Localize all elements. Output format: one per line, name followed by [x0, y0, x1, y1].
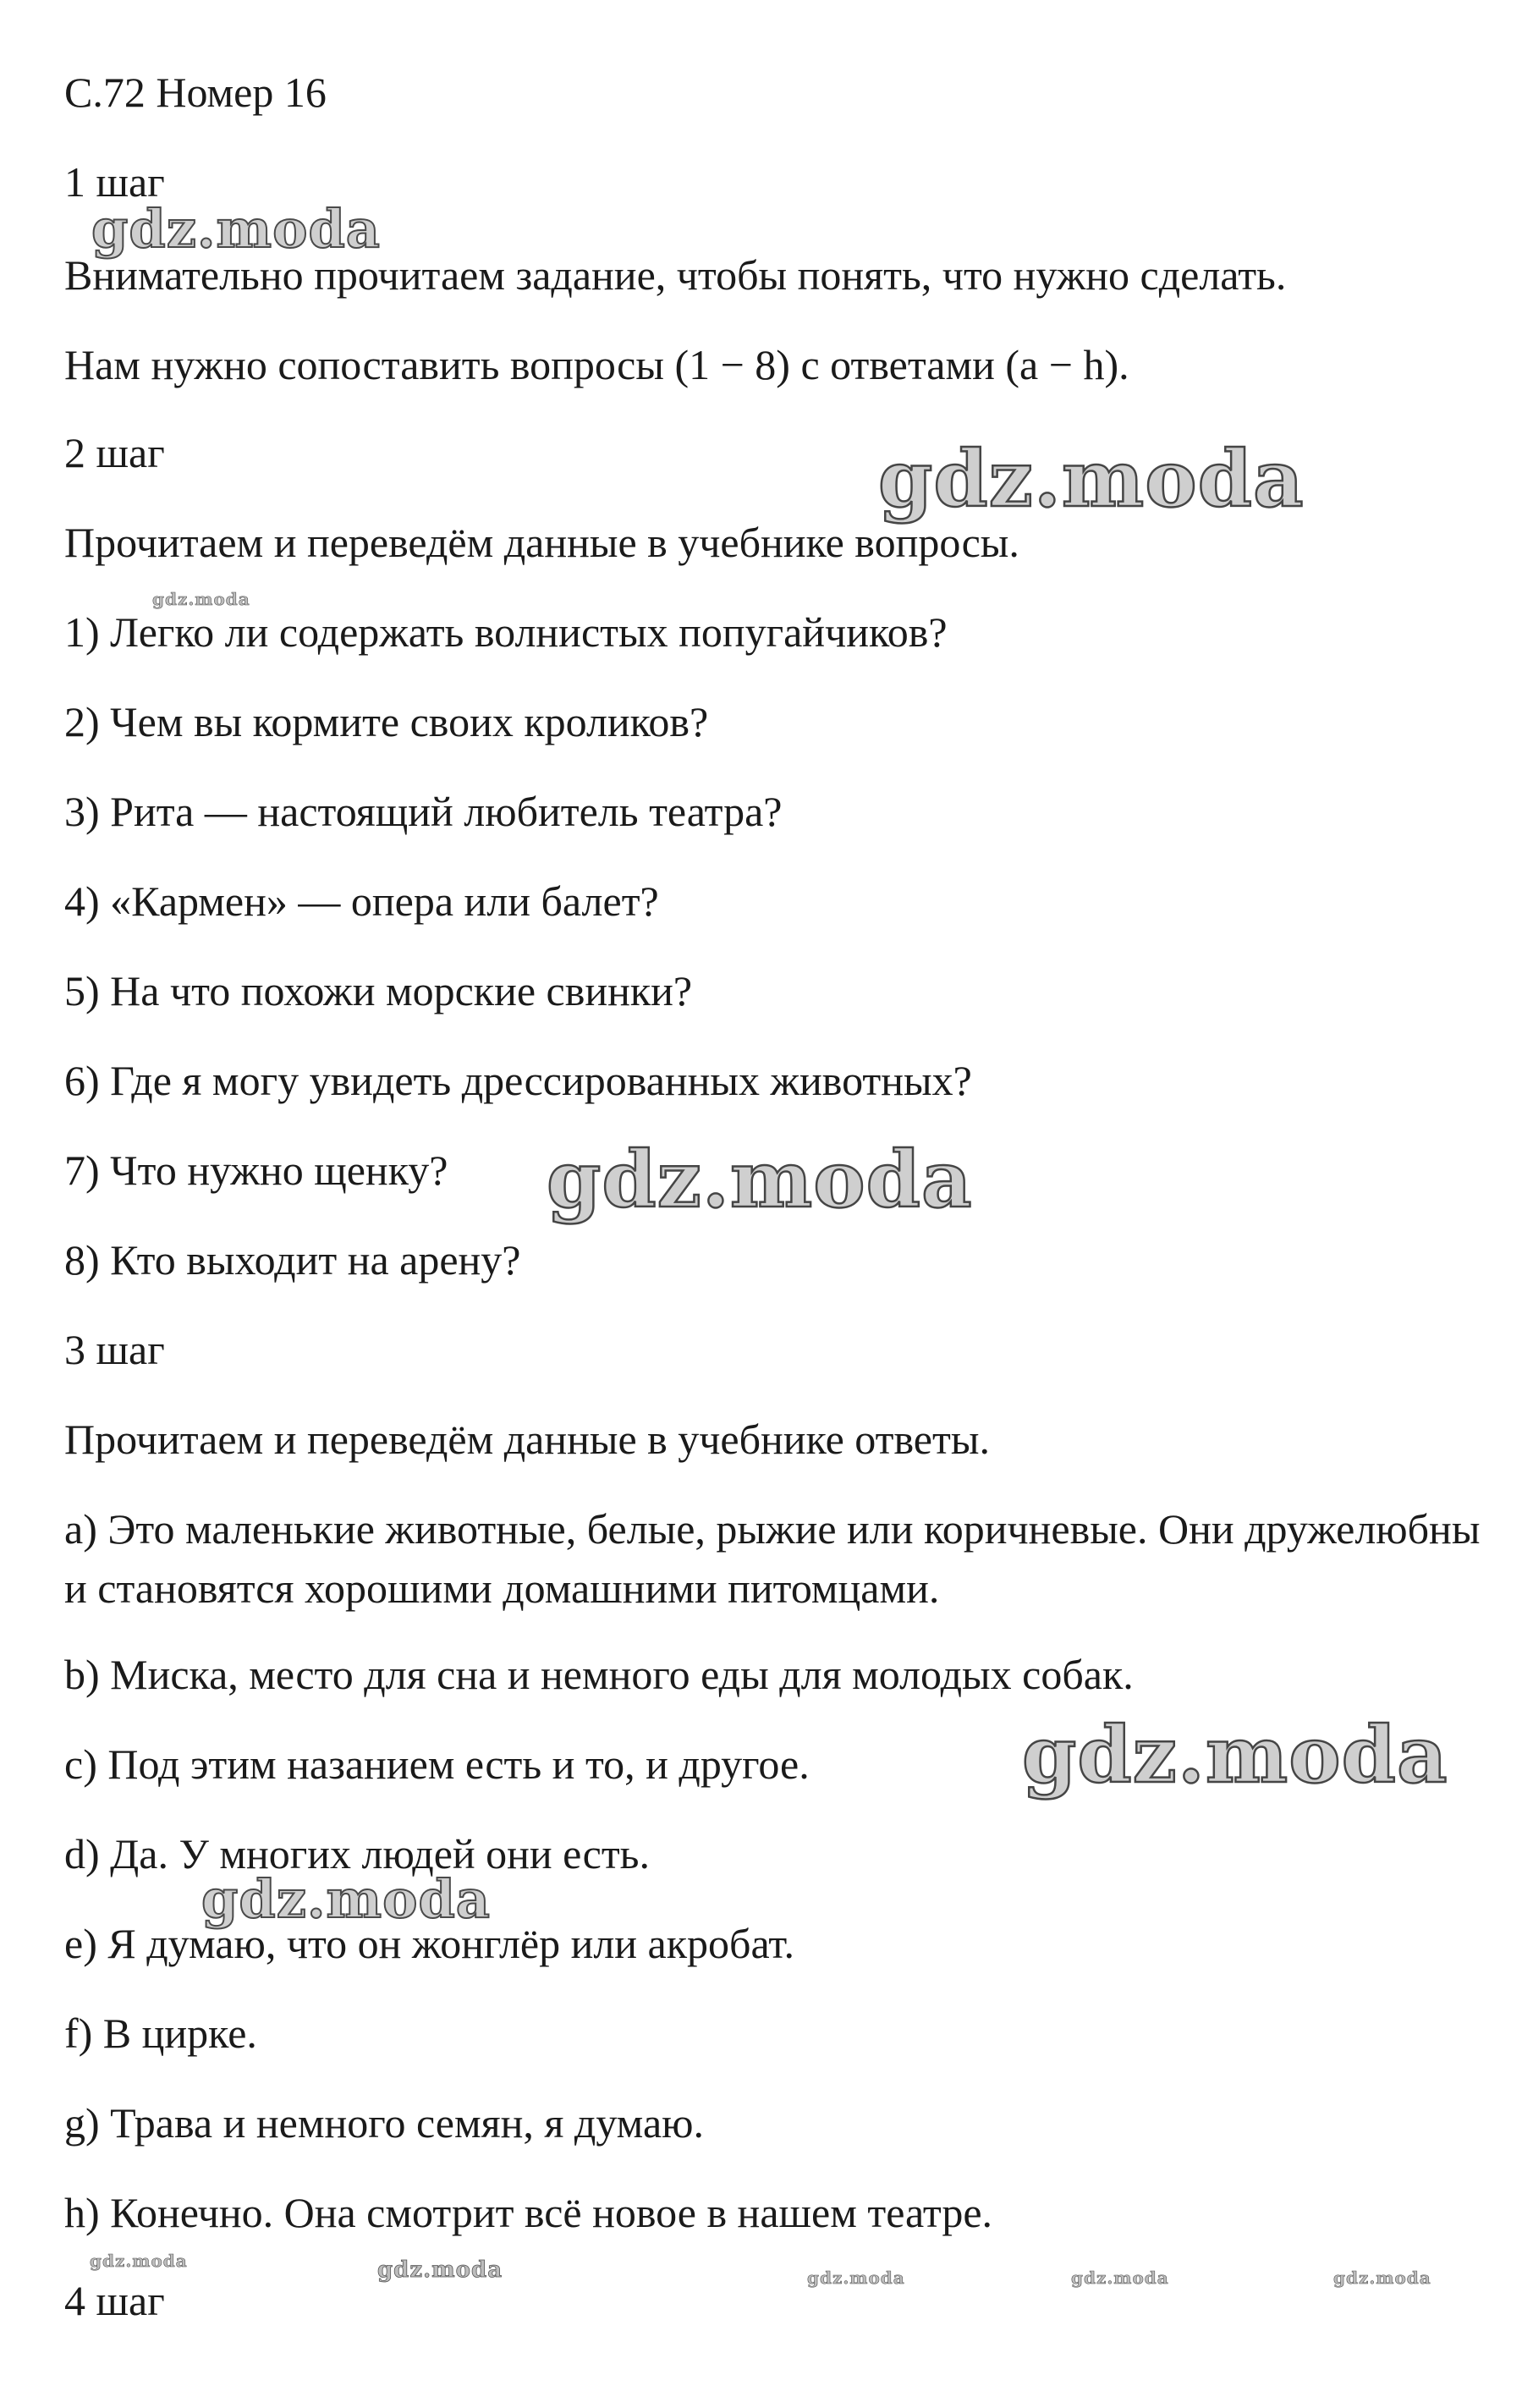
question-item: 6) Где я могу увидеть дрессированных животных? — [64, 1057, 972, 1104]
watermark: gdz.moda — [547, 1134, 973, 1225]
answer-item: d) Да. У многих людей они есть. — [64, 1830, 650, 1877]
watermark: gdz.moda — [1022, 1709, 1448, 1801]
question-item: 2) Чем вы кормите своих кроликов? — [64, 698, 709, 745]
question-item: 5) На что похожи морские свинки? — [64, 967, 693, 1014]
step-2-intro: Прочитаем и переведём данные в учебнике вопросы. — [64, 519, 1019, 566]
watermark: gdz.moda — [807, 2268, 905, 2288]
answer-item: e) Я думаю, что он жонглёр или акробат. — [64, 1920, 794, 1967]
answer-item: h) Конечно. Она смотрит всё новое в нашем театре. — [64, 2189, 993, 2236]
watermark: gdz.moda — [90, 2251, 188, 2271]
watermark: gdz.moda — [1333, 2268, 1431, 2288]
step-3-heading: 3 шаг — [64, 1326, 165, 1373]
watermark: gdz.moda — [878, 433, 1305, 525]
watermark: gdz.moda — [201, 1868, 491, 1930]
step-1-line-2: Нам нужно сопоставить вопросы (1 − 8) с ответами (a − h). — [64, 341, 1129, 388]
answer-item: b) Миска, место для сна и немного еды для молодых собак. — [64, 1651, 1134, 1698]
watermark: gdz.moda — [1071, 2268, 1169, 2288]
watermark: gdz.moda — [377, 2257, 503, 2283]
step-4-heading: 4 шаг — [64, 2277, 165, 2324]
step-2-heading: 2 шаг — [64, 429, 165, 476]
question-item: 1) Легко ли содержать волнистых попугайчиков? — [64, 608, 948, 656]
watermark: gdz.moda — [152, 589, 250, 609]
question-item: 4) «Кармен» — опера или балет? — [64, 877, 659, 925]
answer-item: g) Трава и немного семян, я думаю. — [64, 2099, 705, 2147]
watermark: gdz.moda — [91, 198, 381, 260]
step-3-intro: Прочитаем и переведём данные в учебнике ответы. — [64, 1416, 990, 1463]
answer-item: a) Это маленькие животные, белые, рыжие или коричневые. Они дружелюбны и становятся хорошими домашними питомцами. — [64, 1505, 1481, 1612]
step-1-heading: 1 шаг — [64, 158, 165, 206]
step-1-line-1: Внимательно прочитаем задание, чтобы понять, что нужно сделать. — [64, 251, 1287, 299]
question-item: 3) Рита — настоящий любитель театра? — [64, 788, 783, 835]
question-item: 7) Что нужно щенку? — [64, 1146, 448, 1194]
answer-item: f) В цирке. — [64, 2009, 257, 2057]
answer-item: c) Под этим назанием есть и то, и другое. — [64, 1740, 810, 1788]
page-title: С.72 Номер 16 — [64, 69, 327, 116]
question-item: 8) Кто выходит на арену? — [64, 1236, 521, 1284]
